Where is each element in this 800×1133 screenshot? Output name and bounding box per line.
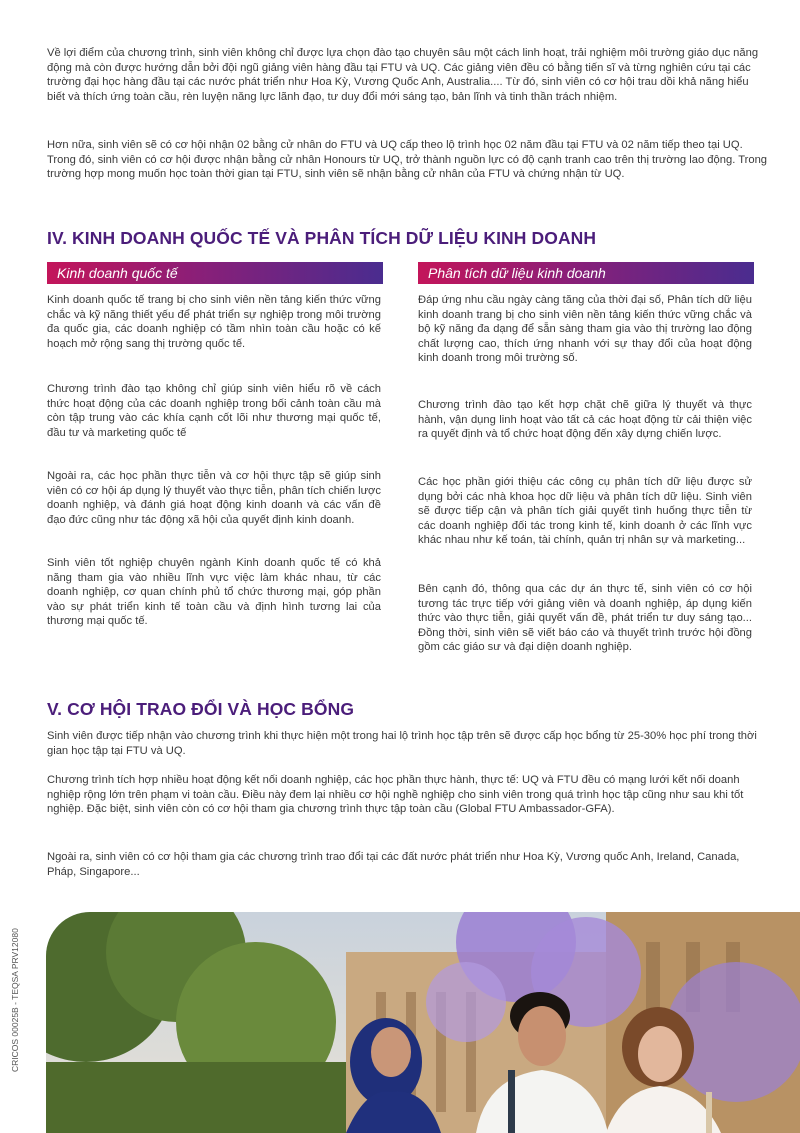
subheading-international-business: Kinh doanh quốc tế	[47, 262, 383, 284]
subheading-business-analytics: Phân tích dữ liệu kinh doanh	[418, 262, 754, 284]
scholarship-paragraph-1: Sinh viên được tiếp nhận vào chương trình khi thực hiện một trong hai lộ trình học tập trên sẽ được cấp học bổng từ 25-30% học phí trong thời gian học tập tại FTU và UQ.	[47, 730, 757, 757]
section-4-title: IV. KINH DOANH QUỐC TẾ VÀ PHÂN TÍCH DỮ LIỆU KINH DOANH	[47, 228, 597, 248]
ib-paragraph-1: Kinh doanh quốc tế trang bị cho sinh viên nền tảng kiến thức vững chắc và kỹ năng thiết yếu để phát triển sự nghiệp trong môi trường đa quốc gia, các doanh nghiệp có tầm nhìn toàn cầu hoặc có kế hoạch mở rộng sang thị trường quốc tế.	[47, 294, 381, 350]
ba-paragraph-4: Bên cạnh đó, thông qua các dự án thực tế, sinh viên có cơ hội tương tác trực tiếp với giảng viên và doanh nghiệp, áp dụng kiến thức vào thực tiễn, giải quyết vấn đề, phát triển tư duy sáng tạo... Đồng thời, sinh viên sẽ viết báo cáo và thuyết trình trước hội đồng gồm các giáo sư và đại diện doanh nghiệp.	[418, 583, 752, 654]
students-photo	[46, 912, 800, 1133]
ba-paragraph-2: Chương trình đào tạo kết hợp chặt chẽ giữa lý thuyết và thực hành, vận dụng linh hoạt vào tất cả các hoạt động từ cải thiện việc ra quyết định và tổ chức hoạt động đến xây dựng chiến lược.	[418, 399, 752, 441]
section-5-title: V. CƠ HỘI TRAO ĐỔI VÀ HỌC BỔNG	[47, 699, 355, 719]
cricos-code: CRICOS 00025B - TEQSA PRV12080	[10, 928, 20, 1072]
ba-paragraph-3: Các học phần giới thiệu các công cụ phân tích dữ liệu được sử dụng bởi các nhà khoa học dữ liệu và phân tích dữ liệu. Sinh viên sẽ được tiếp cận và phân tích giải quyết tình huống thực tiễn từ các doanh nghiệp đối tác trong kinh tế, kinh doanh ở các lĩnh vực khác nhau như kế toán, tài chính, quản trị nhân sự và marketing...	[418, 476, 752, 547]
intro-paragraph-2: Hơn nữa, sinh viên sẽ có cơ hội nhận 02 bằng cử nhân do FTU và UQ cấp theo lộ trình học 02 năm đầu tại FTU và 02 năm tiếp theo tại UQ. Trong đó, sinh viên có cơ hội được nhận bằng cử nhân Honours từ UQ, trở thành nguồn lực có độ cạnh tranh cao trên thị trường lao động. Trong trường hợp mong muốn học toàn thời gian tại FTU, sinh viên sẽ nhận bằng cử nhân của FTU và chứng nhận từ UQ.	[47, 139, 768, 181]
intro-paragraph-1: Về lợi điểm của chương trình, sinh viên không chỉ được lựa chọn đào tạo chuyên sâu một cách linh hoạt, trải nghiệm môi trường giáo dục năng động mà còn được hướng dẫn bởi đội ngũ giảng viên hàng đầu tại FTU và UQ. Các giảng viên đều có bằng tiến sĩ và từng nghiên cứu tại các trường đại học hàng đầu tại các nước phát triển như Hoa Kỳ, Vương Quốc Anh, Australia.... Từ đó, sinh viên có cơ hội trau dồi khả năng hiểu biết và thích ứng toàn cầu, rèn luyện năng lực lãnh đạo, tư duy đổi mới sáng tạo, bản lĩnh và tinh thần trách nhiệm.	[47, 47, 759, 103]
scholarship-paragraph-2: Chương trình tích hợp nhiều hoạt động kết nối doanh nghiệp, các học phần thực hành, thực tế: UQ và FTU đều có mạng lưới kết nối doanh nghiệp rộng lớn trên phạm vi toàn cầu. Điều này đem lại nhiều cơ hội nghề nghiệp cho sinh viên trong quá trình học tập cũng như sau khi tốt nghiệp. Đặc biệt, sinh viên còn có cơ hội tham gia chương trình thực tập toàn cầu (Global FTU Ambassador-GFA).	[47, 774, 744, 816]
students-photo-illustration	[46, 912, 800, 1133]
ba-paragraph-1: Đáp ứng nhu cầu ngày càng tăng của thời đại số, Phân tích dữ liệu kinh doanh trang bị cho sinh viên nền tảng kiến thức vững chắc và bộ kỹ năng đa dạng để sẵn sàng tham gia vào thị trường lao động chất lượng cao, thích ứng nhanh với sự thay đổi của hoạt động kinh doanh trong môi trường số.	[418, 294, 752, 365]
ib-paragraph-2: Chương trình đào tạo không chỉ giúp sinh viên hiểu rõ về cách thức hoạt động của các doanh nghiệp trong bối cảnh toàn cầu mà còn tập trung vào các khía cạnh cốt lõi như thương mại quốc tế, đầu tư và marketing quốc tế	[47, 383, 381, 439]
ib-paragraph-3: Ngoài ra, các học phần thực tiễn và cơ hội thực tập sẽ giúp sinh viên có cơ hội áp dụng lý thuyết vào thực tiễn, phân tích chiến lược doanh nghiệp, và đánh giá hoạt động kinh doanh và các vấn đề đạo đức cũng như tác động xã hội của quyết định kinh doanh.	[47, 470, 381, 526]
ib-paragraph-4: Sinh viên tốt nghiệp chuyên ngành Kinh doanh quốc tế có khả năng tham gia vào nhiều lĩnh vực việc làm khác nhau, từ các doanh nghiệp, cơ quan chính phủ tổ chức thương mại, góp phần vào sự phát triển kinh tế toàn cầu và định hình tương lai của thương mại quốc tế.	[47, 557, 381, 628]
scholarship-paragraph-3: Ngoài ra, sinh viên có cơ hội tham gia các chương trình trao đổi tại các đất nước phát triển như Hoa Kỳ, Vương quốc Anh, Ireland, Canada, Pháp, Singapore...	[47, 851, 740, 878]
